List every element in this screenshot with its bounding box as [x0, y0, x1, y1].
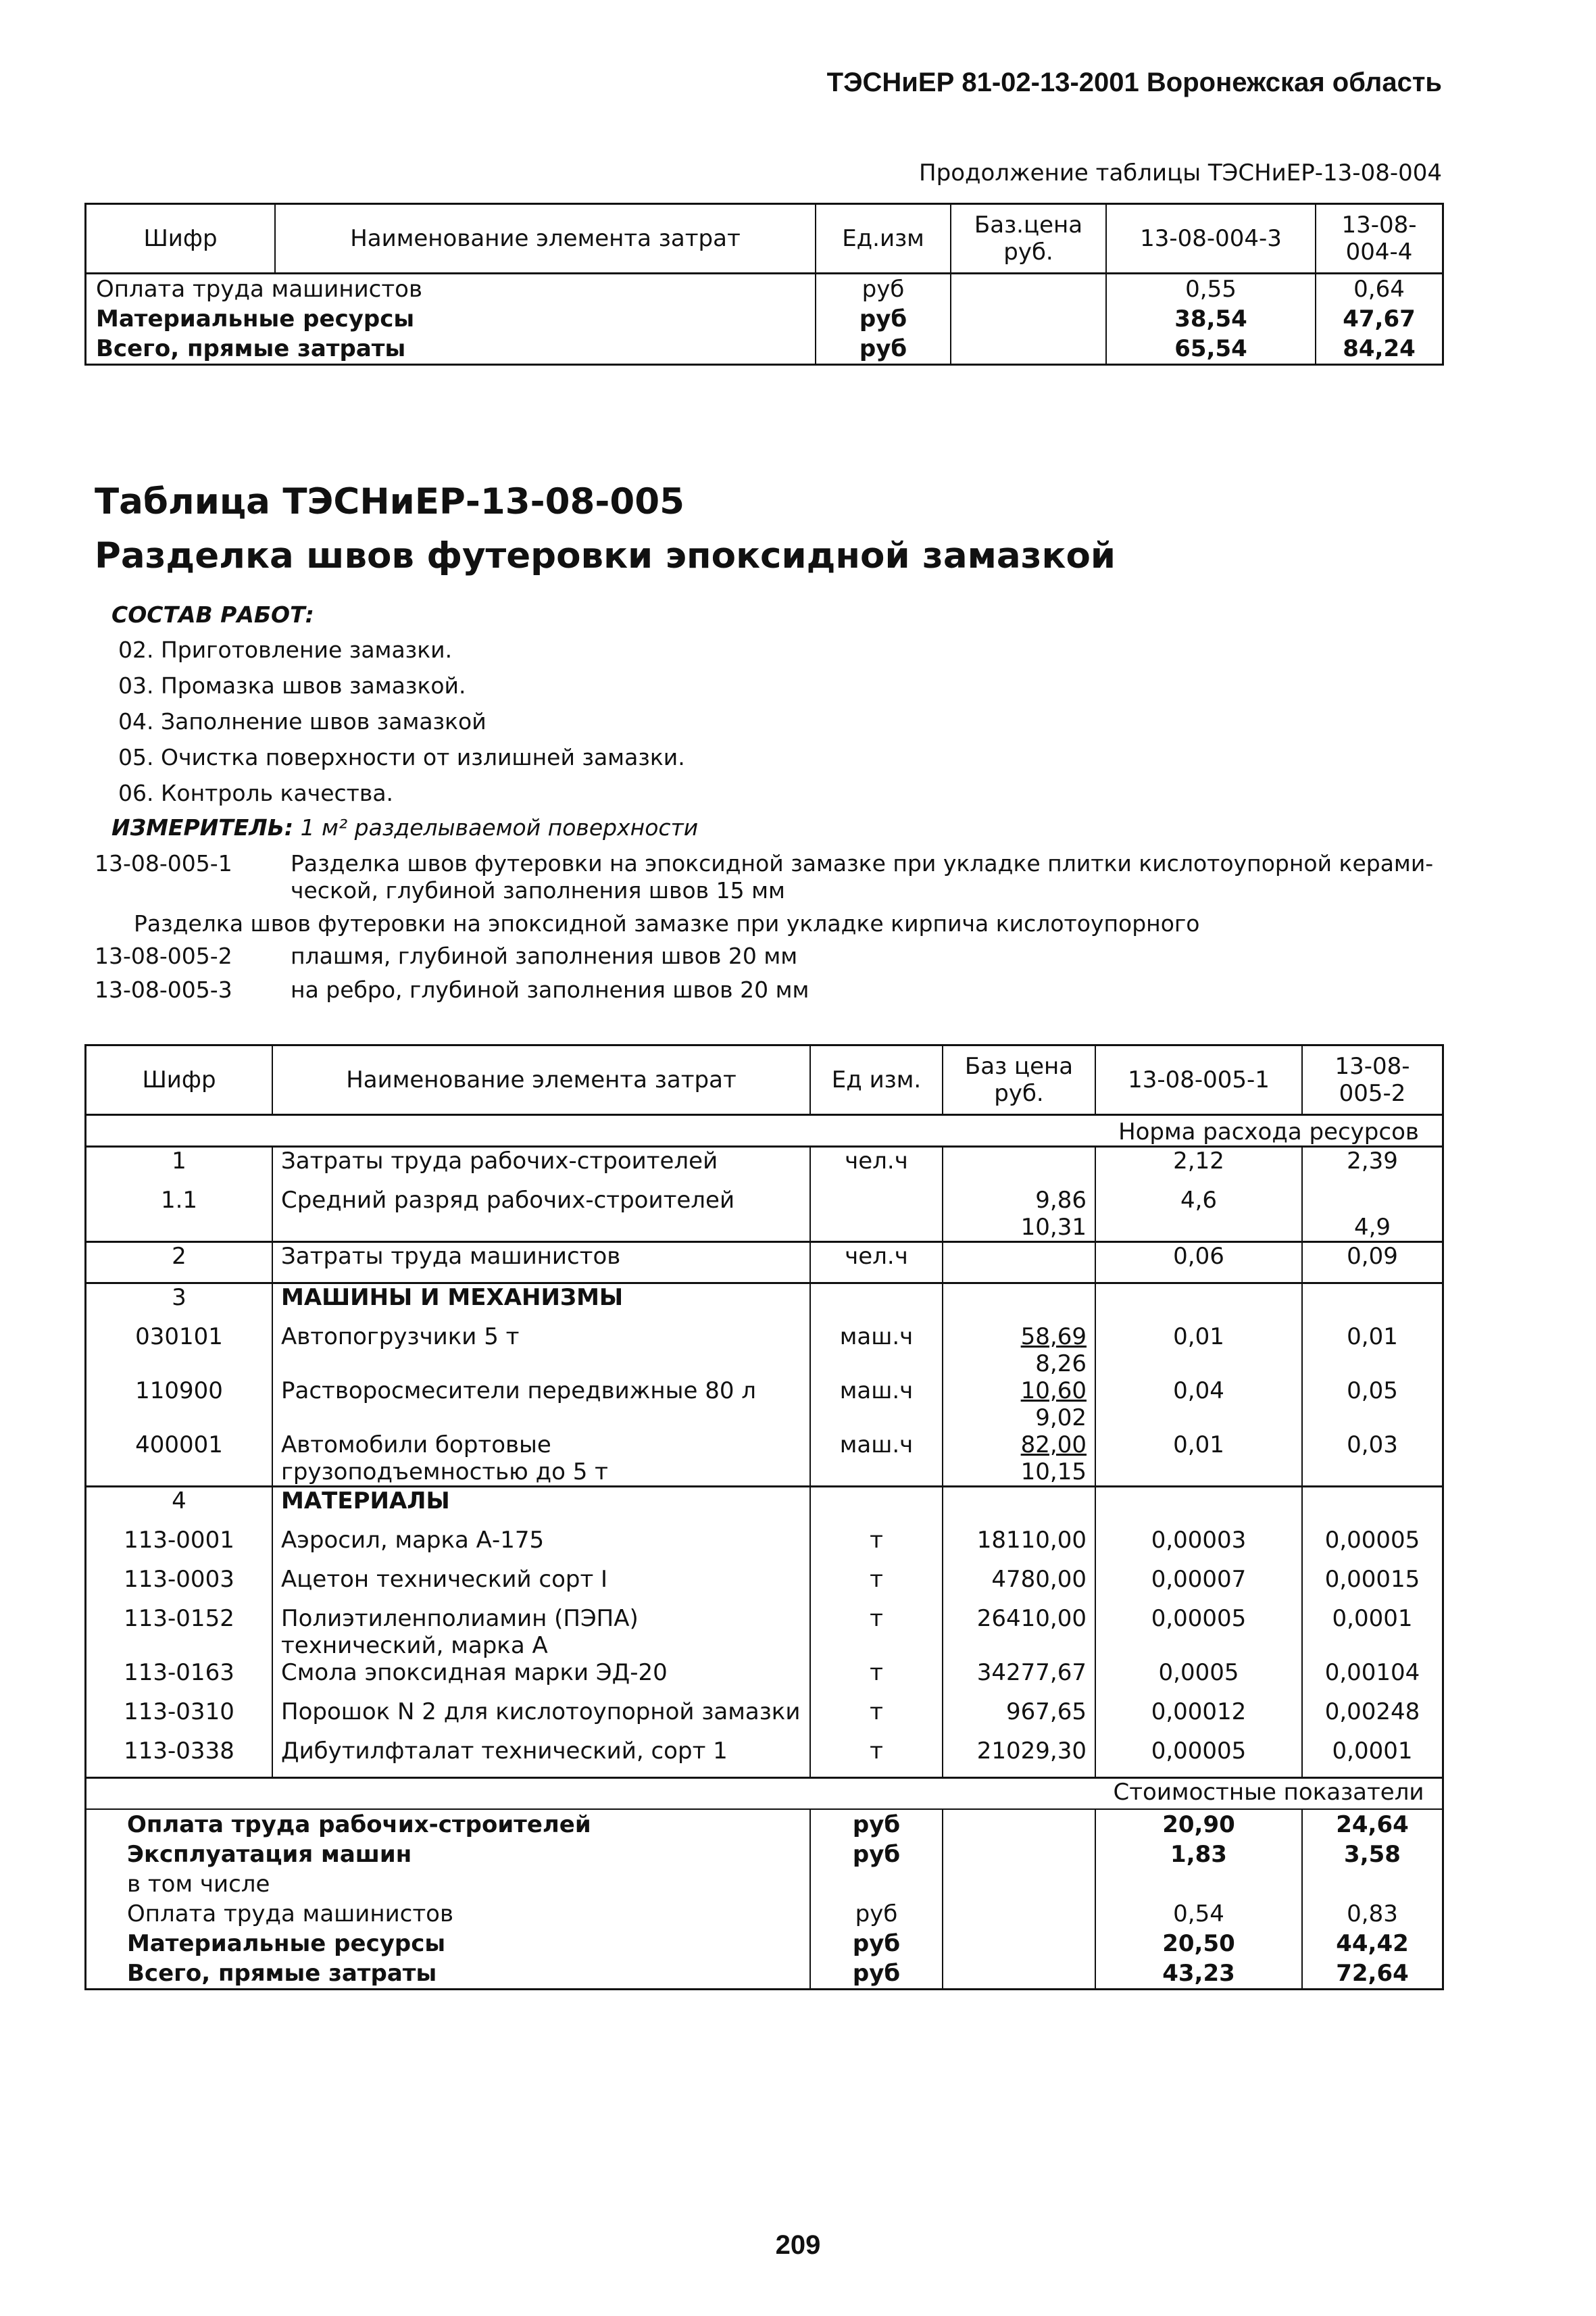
row-code: 400001 [86, 1431, 273, 1487]
price-value: 21029,30 [976, 1738, 1087, 1765]
row-unit: руб [816, 304, 951, 334]
table-row [86, 1605, 1443, 1659]
table-row [86, 1323, 1443, 1377]
code-3-text: на ребро, глубиной заполнения швов 20 мм [291, 977, 809, 1003]
row-value: 0,00015 [1302, 1566, 1443, 1605]
total-value [1095, 1869, 1302, 1899]
row-unit [810, 1187, 943, 1242]
row-value: 2,39 [1302, 1147, 1443, 1187]
code-3: 13-08-005-3 [95, 977, 232, 1003]
row-name: Дибутилфталат технический, сорт 1 [272, 1738, 810, 1778]
cost-caption-row [86, 1778, 1443, 1810]
total-value: 3,58 [1302, 1840, 1443, 1869]
row-code: 1 [86, 1147, 273, 1187]
total-value: 0,83 [1302, 1899, 1443, 1929]
table-subtitle: Разделка швов футеровки эпоксидной замазкой [95, 535, 1116, 576]
row-value: 4,9 [1302, 1187, 1443, 1242]
row-value: 0,00012 [1095, 1698, 1302, 1738]
row-code: 030101 [86, 1323, 273, 1377]
row-code: 3 [86, 1283, 273, 1324]
table-row [86, 304, 1443, 334]
total-value: 20,90 [1095, 1809, 1302, 1840]
row-value: 0,00005 [1302, 1527, 1443, 1566]
total-value: 24,64 [1302, 1809, 1443, 1840]
price-secondary: 10,31 [1020, 1214, 1087, 1241]
row-name: Затраты труда машинистов [272, 1242, 810, 1283]
row-unit: т [810, 1605, 943, 1659]
table-row [86, 1698, 1443, 1738]
table-row [86, 1566, 1443, 1605]
resources-table [84, 1044, 1444, 1990]
row-value: 0,01 [1302, 1323, 1443, 1377]
table-title: Таблица ТЭСНиЕР-13-08-005 [95, 481, 684, 522]
work-item: 06. Контроль качества. [118, 780, 394, 806]
code-1-text: Разделка швов футеровки на эпоксидной замазке при укладке плитки кислотоупорной керами- [291, 850, 1434, 877]
row-code: 113-0152 [86, 1605, 273, 1659]
empty-cell [1095, 1487, 1302, 1527]
table-row [86, 1242, 1443, 1283]
price-value: 82,00 [1020, 1431, 1087, 1458]
table-row [86, 1147, 1443, 1187]
total-name: Всего, прямые затраты [86, 1958, 811, 1990]
row-value: 0,0005 [1095, 1659, 1302, 1698]
row-value: 0,06 [1095, 1242, 1302, 1283]
total-name: Оплата труда рабочих-строителей [86, 1809, 811, 1840]
empty-cell [943, 1929, 1095, 1958]
col-header: Шифр [86, 204, 276, 274]
row-value: 0,00104 [1302, 1659, 1443, 1698]
row-value: 0,00248 [1302, 1698, 1443, 1738]
row-price [943, 1242, 1095, 1283]
col-header: 13-08-005-2 [1302, 1045, 1443, 1115]
total-name: Эксплуатация машин [86, 1840, 811, 1869]
row-price [943, 1659, 1095, 1698]
row-unit: т [810, 1738, 943, 1778]
row-name: Материальные ресурсы [86, 304, 816, 334]
table-row [86, 1431, 1443, 1487]
price-value: 967,65 [1006, 1698, 1087, 1725]
row-code: 110900 [86, 1377, 273, 1431]
norm-caption-row [86, 1115, 1443, 1147]
row-code: 113-0001 [86, 1527, 273, 1566]
total-unit: руб [810, 1958, 943, 1990]
row-value: 0,00005 [1095, 1738, 1302, 1778]
measure-label: ИЗМЕРИТЕЛЬ: [111, 814, 294, 841]
col-header: Наименование элемента затрат [272, 1045, 810, 1115]
empty-cell [943, 1487, 1095, 1527]
row-code: 4 [86, 1487, 273, 1527]
row-price [943, 1566, 1095, 1605]
empty-cell [943, 1869, 1095, 1899]
code-1: 13-08-005-1 [95, 850, 232, 877]
row-name: Всего, прямые затраты [86, 334, 816, 365]
row-value: 38,54 [1106, 304, 1316, 334]
total-value: 72,64 [1302, 1958, 1443, 1990]
col-header: Ед изм. [810, 1045, 943, 1115]
row-name: Средний разряд рабочих-строителей [272, 1187, 810, 1242]
row-unit: руб [816, 274, 951, 305]
total-unit: руб [810, 1840, 943, 1869]
prev-table [84, 203, 1444, 366]
col-header: 13-08-004-3 [1106, 204, 1316, 274]
price-value: 9,86 [1035, 1187, 1087, 1214]
table-row [86, 1187, 1443, 1242]
row-unit: руб [816, 334, 951, 365]
total-row [86, 1869, 1443, 1899]
row-unit: чел.ч [810, 1147, 943, 1187]
cost-caption: Стоимостные показатели [1095, 1778, 1443, 1810]
row-value: 0,09 [1302, 1242, 1443, 1283]
table-row [86, 1659, 1443, 1698]
page-header: ТЭСНиЕР 81-02-13-2001 Воронежская область [826, 68, 1442, 97]
row-unit: чел.ч [810, 1242, 943, 1283]
row-unit: маш.ч [810, 1431, 943, 1487]
row-price [943, 1698, 1095, 1738]
row-code: 1.1 [86, 1187, 273, 1242]
row-value: 47,67 [1316, 304, 1443, 334]
empty-cell [943, 1840, 1095, 1869]
empty-cell [1095, 1283, 1302, 1324]
page-number: 209 [775, 2230, 821, 2260]
norm-caption: Норма расхода ресурсов [1095, 1115, 1443, 1147]
total-unit: руб [810, 1809, 943, 1840]
total-value: 0,54 [1095, 1899, 1302, 1929]
row-value: 84,24 [1316, 334, 1443, 365]
row-value: 0,03 [1302, 1431, 1443, 1487]
price-value: 34277,67 [976, 1659, 1087, 1686]
row-name: Затраты труда рабочих-строителей [272, 1147, 810, 1187]
row-value: 0,00005 [1095, 1605, 1302, 1659]
price-secondary: 8,26 [1035, 1350, 1087, 1377]
row-code: 113-0310 [86, 1698, 273, 1738]
section-title: МАТЕРИАЛЫ [272, 1487, 810, 1527]
table-row [86, 1527, 1443, 1566]
price-secondary: 9,02 [1035, 1404, 1087, 1431]
total-unit: руб [810, 1899, 943, 1929]
row-name: Растворосмесители передвижные 80 л [272, 1377, 810, 1431]
total-name: Материальные ресурсы [86, 1929, 811, 1958]
row-price [943, 1431, 1095, 1487]
row-value: 0,55 [1106, 274, 1316, 305]
continuation-caption: Продолжение таблицы ТЭСНиЕР-13-08-004 [919, 159, 1442, 187]
code-2-text: плашмя, глубиной заполнения швов 20 мм [291, 943, 798, 969]
row-name: Порошок N 2 для кислотоупорной замазки [272, 1698, 810, 1738]
col-header: Баз.цена руб. [951, 204, 1106, 274]
row-unit: т [810, 1527, 943, 1566]
row-value: 0,01 [1095, 1323, 1302, 1377]
row-unit: маш.ч [810, 1323, 943, 1377]
empty-cell [1302, 1283, 1443, 1324]
total-value [1302, 1869, 1443, 1899]
row-value: 0,64 [1316, 274, 1443, 305]
row-price [943, 1605, 1095, 1659]
row-name: Автомобили бортовые грузоподъемностью до 5 т [272, 1431, 810, 1487]
row-code: 113-0003 [86, 1566, 273, 1605]
empty-cell [943, 1283, 1095, 1324]
total-value: 20,50 [1095, 1929, 1302, 1958]
row-name: Ацетон технический сорт I [272, 1566, 810, 1605]
row-price [943, 1147, 1095, 1187]
empty-cell [1302, 1487, 1443, 1527]
price-value: 4780,00 [991, 1566, 1087, 1593]
group-text: Разделка швов футеровки на эпоксидной замазке при укладке кирпича кислотоупорного [134, 910, 1200, 937]
section-row [86, 1283, 1443, 1324]
total-row [86, 1958, 1443, 1990]
row-name: Полиэтиленполиамин (ПЭПА) технический, марка А [272, 1605, 810, 1659]
empty-cell [810, 1283, 943, 1324]
work-item: 03. Промазка швов замазкой. [118, 672, 466, 699]
row-value: 0,01 [1095, 1431, 1302, 1487]
row-name: Аэросил, марка А-175 [272, 1527, 810, 1566]
total-row [86, 1929, 1443, 1958]
price-value: 10,60 [1020, 1377, 1087, 1404]
code-1-text-cont: ческой, глубиной заполнения швов 15 мм [291, 877, 785, 904]
total-value: 44,42 [1302, 1929, 1443, 1958]
col-header: Ед.изм [816, 204, 951, 274]
measure-text: 1 м² разделываемой поверхности [300, 814, 699, 841]
empty-cell [943, 1809, 1095, 1840]
section-title: МАШИНЫ И МЕХАНИЗМЫ [272, 1283, 810, 1324]
row-value: 0,05 [1302, 1377, 1443, 1431]
row-price [943, 1187, 1095, 1242]
row-unit: маш.ч [810, 1377, 943, 1431]
row-value: 0,0001 [1302, 1605, 1443, 1659]
row-value: 2,12 [1095, 1147, 1302, 1187]
row-name: Оплата труда машинистов [86, 274, 816, 305]
measure-line [111, 814, 698, 841]
row-value: 0,00003 [1095, 1527, 1302, 1566]
table-row [86, 334, 1443, 365]
row-name: Автопогрузчики 5 т [272, 1323, 810, 1377]
row-code: 113-0163 [86, 1659, 273, 1698]
work-item: 05. Очистка поверхности от излишней замазки. [118, 744, 685, 770]
total-row [86, 1809, 1443, 1840]
table-row [86, 1738, 1443, 1778]
col-header: Баз цена руб. [943, 1045, 1095, 1115]
total-value: 43,23 [1095, 1958, 1302, 1990]
price-value: 18110,00 [976, 1527, 1087, 1554]
row-code: 2 [86, 1242, 273, 1283]
col-header: Шифр [86, 1045, 273, 1115]
table-row [86, 1377, 1443, 1431]
price-value: 58,69 [1020, 1323, 1087, 1350]
prev-table-header-row [86, 204, 1443, 274]
row-price [943, 1527, 1095, 1566]
table-row [86, 274, 1443, 305]
work-item: 04. Заполнение швов замазкой [118, 708, 487, 735]
total-row [86, 1899, 1443, 1929]
total-name: в том числе [86, 1869, 811, 1899]
section-row [86, 1487, 1443, 1527]
total-name: Оплата труда машинистов [86, 1899, 811, 1929]
row-value: 0,0001 [1302, 1738, 1443, 1778]
empty-cell [943, 1899, 1095, 1929]
row-value: 4,6 [1095, 1187, 1302, 1242]
row-value: 0,00007 [1095, 1566, 1302, 1605]
col-header: 13-08-005-1 [1095, 1045, 1302, 1115]
empty-cell [943, 1958, 1095, 1990]
price-value: 26410,00 [976, 1605, 1087, 1632]
work-item: 02. Приготовление замазки. [118, 637, 453, 663]
col-header: Наименование элемента затрат [275, 204, 816, 274]
total-unit: руб [810, 1929, 943, 1958]
row-value: 65,54 [1106, 334, 1316, 365]
row-price [943, 1323, 1095, 1377]
code-2: 13-08-005-2 [95, 943, 232, 969]
row-value: 0,04 [1095, 1377, 1302, 1431]
row-price [943, 1738, 1095, 1778]
row-unit: т [810, 1659, 943, 1698]
row-unit: т [810, 1698, 943, 1738]
col-header: 13-08-004-4 [1316, 204, 1443, 274]
main-table-header-row [86, 1045, 1443, 1115]
empty-cell [810, 1487, 943, 1527]
row-code: 113-0338 [86, 1738, 273, 1778]
row-price [943, 1377, 1095, 1431]
total-row [86, 1840, 1443, 1869]
works-label: СОСТАВ РАБОТ: [111, 601, 314, 628]
row-unit: т [810, 1566, 943, 1605]
total-value: 1,83 [1095, 1840, 1302, 1869]
total-unit [810, 1869, 943, 1899]
price-secondary: 10,15 [1020, 1458, 1087, 1485]
row-name: Смола эпоксидная марки ЭД-20 [272, 1659, 810, 1698]
